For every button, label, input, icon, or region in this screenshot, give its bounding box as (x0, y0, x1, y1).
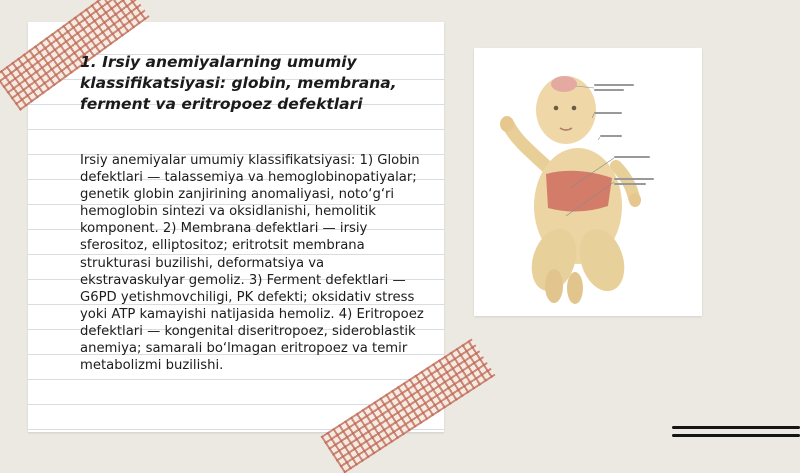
decorative-line (672, 426, 800, 429)
slide-title: 1. Irsiy anemiyalarning umumiy klassifikatsiyasi: globin, membrana, ferment va eritropoez defektlari (80, 53, 397, 113)
decorative-lines (672, 424, 800, 444)
decorative-line (672, 434, 800, 437)
slide-body-text: Irsiy anemiyalar umumiy klassifikatsiyasi: 1) Globin defektlari — talassemiya va hemoglobinopatiyalar; genetik globin zanjirining anomaliyasi, noto‘g‘ri hemoglobin sintezi va oksidlanishi, hemolitik komponent. 2) Membrana defektlari — irsiy sferositoz, elliptositoz; eritrotsit membrana strukturasi buzilishi, deformatsiya va ekstravaskulyar gemoliz. 3) Ferment defektlari — G6PD yetishmovchiligi, PK defekti; oksidativ stress yoki ATP kamayishi natijasida hemoliz. 4) Eritropoez defektlari — kongenital diseritropoez, sideroblastik anemiya; samarali bo‘lmagan eritropoez va temir metabolizmi buzilishi. (80, 153, 424, 374)
infant-anatomy-illustration (474, 48, 702, 316)
infant-anatomy-figure (474, 48, 702, 316)
